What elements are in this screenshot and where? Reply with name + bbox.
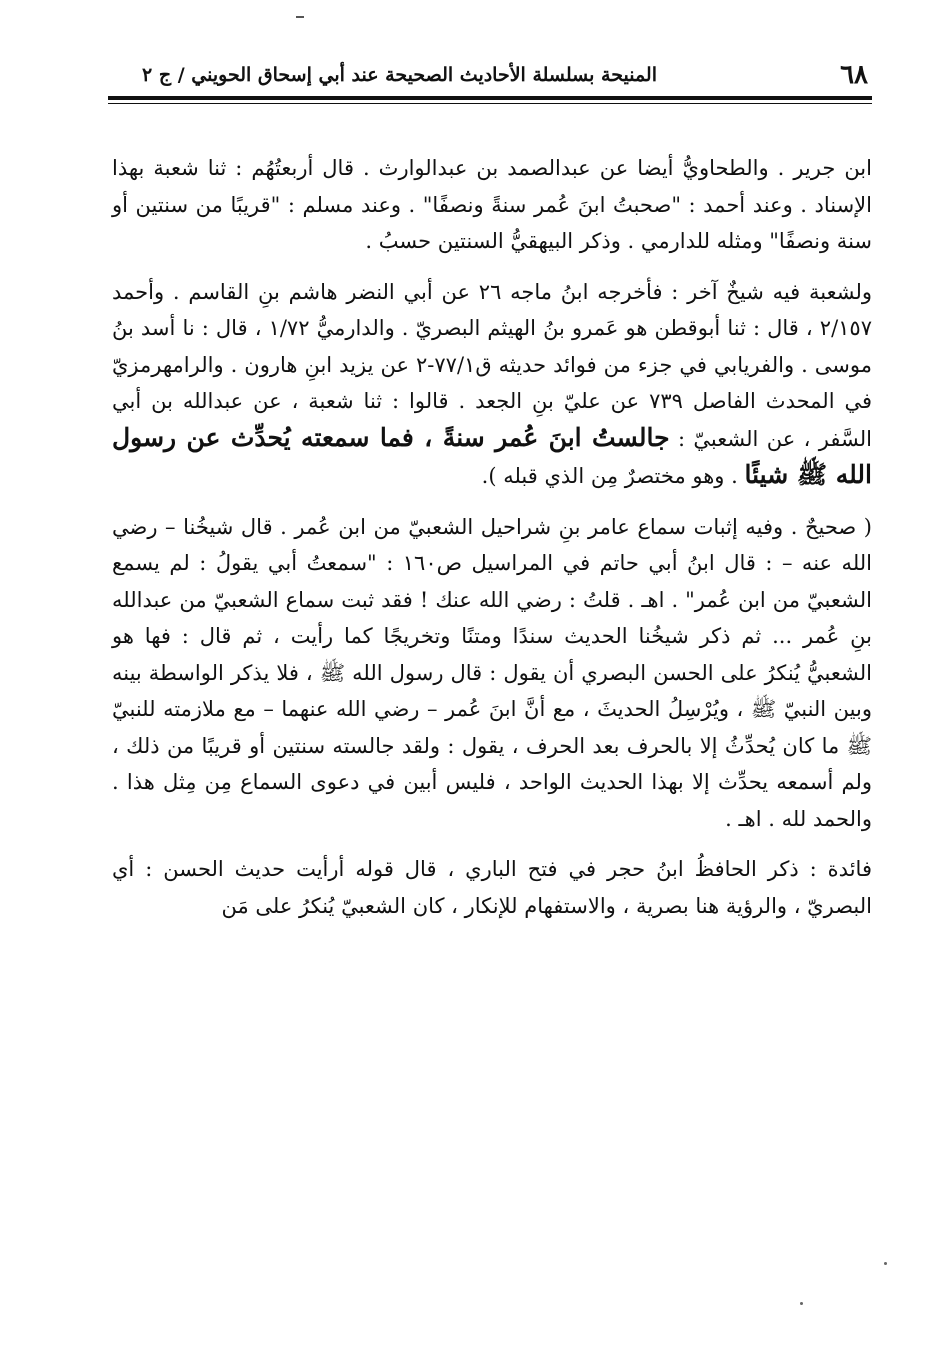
paragraph-2-body [112,274,872,495]
body-text [112,150,872,938]
running-header [108,60,868,94]
paragraph-4 [112,851,872,924]
paragraph-1-text: ابن جرير . والطحاويُّ أيضا عن عبدالصمد بن عبدالوارث . قال أربعتُهُم : ثنا شعبة بهذا الإسناد . وعند أحمد : "صحبتُ ابنَ عُمر سنةً ونصفًا" . وعند مسلم : "قريبًا من سنتين أو سنة ونصفًا" ومثله للدارمي . وذكر البيهقيُّ السنتين حسبُ . [112,156,872,253]
paragraph-3-text: ( صحيحٌ . وفيه إثبات سماع عامر بنِ شراحيل الشعبيّ من ابن عُمر . قال شيخُنا – رضي الله عنه – : قال ابنُ أبي حاتم في المراسيل ص١٦٠ : "سمعتُ أبي يقولُ : لم يسمع الشعبيّ من ابن عُمر" . اهـ . قلتُ : رضي الله عنك ! فقد ثبت سماع الشعبيّ من عبدالله بنِ عُمر ... ثم ذكر شيخُنا الحديث سندًا ومتنًا وتخريجًا كما رأيت ، ثم قال : فها هو الشعبيُّ يُنكرُ على الحسن البصري أن يقول : قال رسول الله ﷺ ، فلا يذكر الواسطة بينه وبين النبيّ ﷺ ، ويُرْسِلُ الحديثَ ، مع أنَّ ابنَ عُمر – رضي الله عنهما – مع ملازمته للنبيّ ﷺ ما كان يُحدِّثُ إلا بالحرف بعد الحرف ، يقول : ولقد جالسته سنتين أو قريبًا من ذلك ، ولم أسمعه يحدِّث إلا بهذا الحديث الواحد ، فليس أبين في دعوى السماع مِن مِثل هذا . والحمد لله . اهـ . [112,514,872,831]
paragraph-2-text: ولشعبة فيه شيخٌ آخر : فأخرجه ابنُ ماجه ٢٦ عن أبي النضر هاشم بنِ القاسم . وأحمد ٢/١٥٧ ، قال : ثنا أبوقطن هو عَمرو بنُ الهيثم البصريّ . والدارميُّ ١/٧٢ ، قال : نا أسد بنُ موسى . والفريابي في جزء من فوائد حديثه ق٧٧/١-٢ عن يزيد ابنِ هارون . والرامهرمزيّ في المحدث الفاصل ٧٣٩ عن عليّ بنِ الجعد . قالوا : ثنا شعبة ، عن عبدالله بن أبي السَّفر ، عن الشعبيّ : [112,279,873,451]
paragraph-2 [112,274,872,495]
paragraph-4-text: فائدة : ذكر الحافظُ ابنُ حجر في فتح الباري ، قال قوله أرأيت حديث الحسن : أي البصريّ ، والرؤية هنا بصرية ، والاستفهام للإنكار ، كان الشعبيّ يُنكرُ على مَن [112,857,872,918]
running-title: المنيحة بسلسلة الأحاديث الصحيحة عند أبي إسحاق الحويني / ج ٢ [142,64,657,86]
header-rule-thick [108,96,872,100]
paragraph-2-tail: . وهو مختصرٌ مِن الذي قبله ). [481,464,738,488]
scan-speck [884,1262,887,1265]
scan-mark [296,16,304,18]
paragraph-1 [112,150,872,260]
paragraph-3 [112,509,872,838]
scan-speck [800,1302,803,1305]
page-number: ٦٨ [840,60,868,90]
header-rule-thin [108,103,872,104]
hadith-quote: جالستُ ابنَ عُمر سنةً ، فما سمعته يُحدِّث عن رسول الله ﷺ شيئًا [112,422,872,489]
